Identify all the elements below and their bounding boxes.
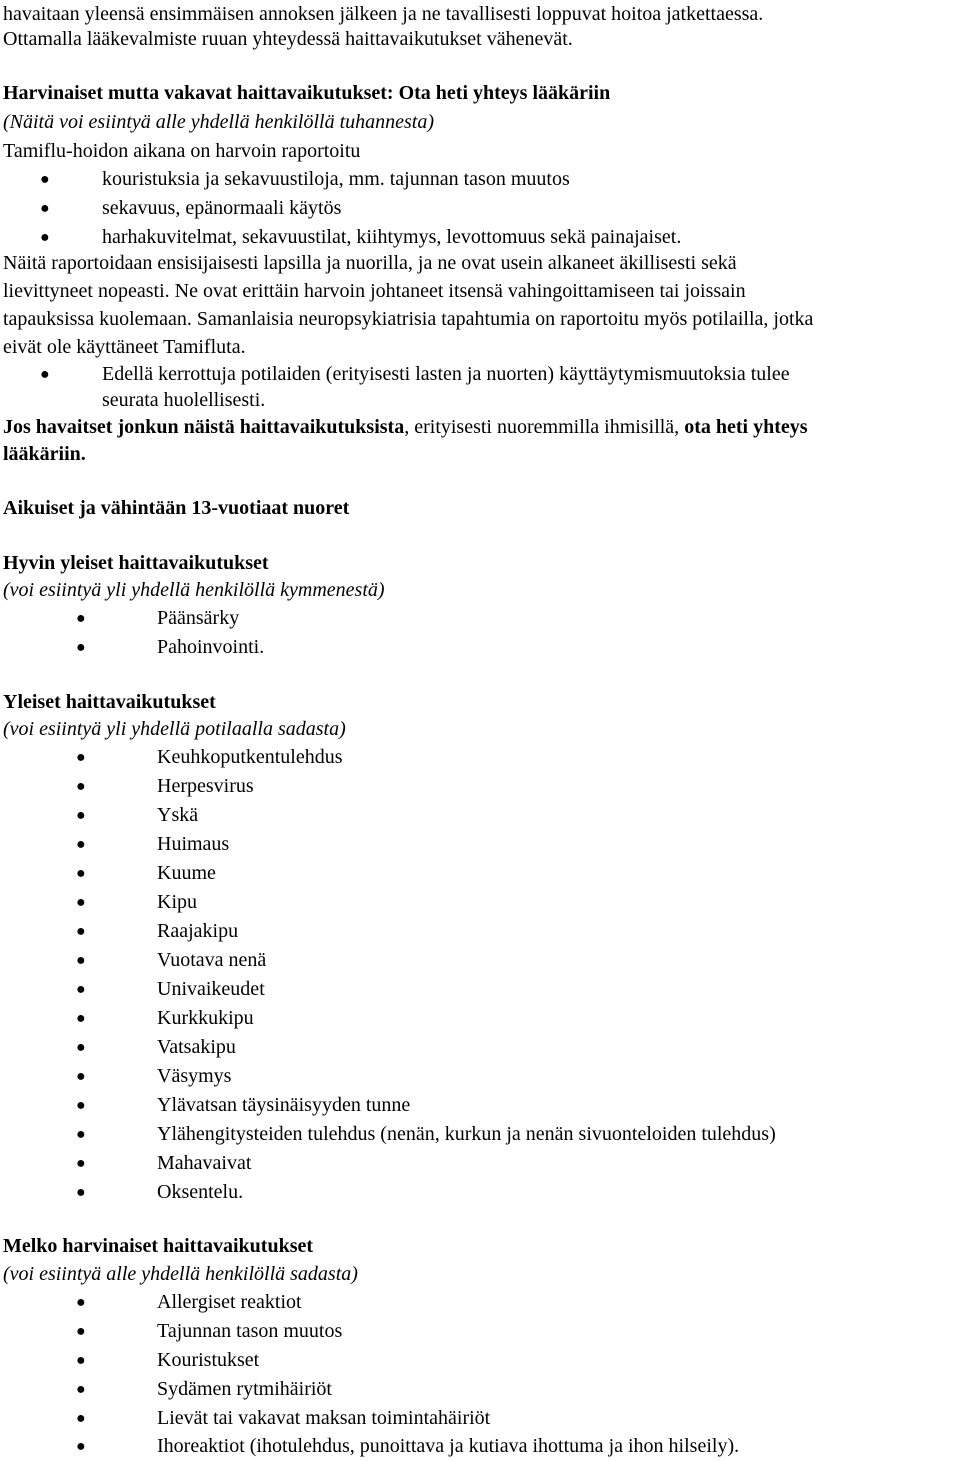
list-item: harhakuvitelmat, sekavuustilat, kiihtymys, levottomuus sekä painajaiset. [102,226,682,248]
list-item: Vatsakipu [157,1036,236,1058]
common-frequency: (voi esiintyä yli yhdellä potilaalla sadasta) [3,718,346,740]
bullet: ● [76,952,86,969]
list-item: Kouristukset [157,1349,260,1371]
list-item: Ihoreaktiot (ihotulehdus, punoittava ja kutiava ihottuma ja ihon hilseily). [157,1435,740,1457]
list-item: sekavuus, epänormaali käytös [102,197,342,219]
list-item: Kipu [157,891,197,913]
section-heading: Aikuiset ja vähintään 13-vuotiaat nuoret [3,497,350,519]
intro-line: havaitaan yleensä ensimmäisen annoksen jälkeen ja ne tavallisesti loppuvat hoitoa jatkettaessa. [3,3,764,25]
list-item: Sydämen rytmihäiriöt [157,1378,332,1400]
list-item: Tajunnan tason muutos [157,1320,343,1342]
bullet: ● [76,749,86,766]
bullet: ● [76,865,86,882]
list-item: Väsymys [157,1065,232,1087]
list-item: Herpesvirus [157,775,254,797]
list-item: Allergiset reaktiot [157,1291,302,1313]
list-item: Kurkkukipu [157,1007,254,1029]
intro-line: Ottamalla lääkevalmiste ruuan yhteydessä haittavaikutukset vähenevät. [3,28,573,50]
bullet: ● [76,610,86,627]
paragraph-line: tapauksissa kuolemaan. Samanlaisia neuropsykiatrisia tapahtumia on raportoitu myös potilailla, jotka [3,308,814,330]
bullet: ● [76,1010,86,1027]
bullet: ● [40,229,50,246]
bullet: ● [76,1039,86,1056]
warning-bold: ota heti yhteys [684,416,808,438]
paragraph-line: Näitä raportoidaan ensisijaisesti lapsilla ja nuorilla, ja ne ovat usein alkaneet äkillisesti sekä [3,252,737,274]
warning-bold: Jos havaitset jonkun näistä haittavaikutuksista [3,416,405,438]
bullet: ● [76,923,86,940]
warning-line [3,413,808,442]
bullet: ● [76,1352,86,1369]
list-item: Mahavaivat [157,1152,252,1174]
paragraph-line: lievittyneet nopeasti. Ne ovat erittäin harvoin johtaneet itsensä vahingoittamiseen tai joissain [3,280,746,302]
list-item: Yskä [157,804,199,826]
uncommon-frequency: (voi esiintyä alle yhdellä henkilöllä sadasta) [3,1263,358,1285]
list-item: Oksentelu. [157,1181,244,1203]
bullet: ● [76,807,86,824]
bullet: ● [76,1068,86,1085]
bullet: ● [76,1323,86,1340]
common-heading: Yleiset haittavaikutukset [3,691,216,713]
bullet: ● [76,1381,86,1398]
bullet: ● [76,1184,86,1201]
paragraph-line: eivät ole käyttäneet Tamifluta. [3,336,246,358]
warning-line: lääkäriin. [3,443,86,465]
rare-heading: Harvinaiset mutta vakavat haittavaikutukset: Ota heti yhteys lääkäriin [3,82,611,104]
bullet: ● [76,981,86,998]
bullet: ● [40,171,50,188]
list-item: Keuhkoputkentulehdus [157,746,343,768]
list-item: Ylävatsan täysinäisyyden tunne [157,1094,411,1116]
list-item: Lievät tai vakavat maksan toimintahäiriöt [157,1407,491,1429]
list-item: Päänsärky [157,607,240,629]
bullet: ● [76,894,86,911]
bullet: ● [76,1097,86,1114]
list-item: Univaikeudet [157,978,265,1000]
bullet: ● [76,639,86,656]
list-item: kouristuksia ja sekavuustiloja, mm. tajunnan tason muutos [102,168,570,190]
warning-text: , erityisesti nuoremmilla ihmisillä, [404,416,685,438]
bullet: ● [76,778,86,795]
list-item: Vuotava nenä [157,949,267,971]
bullet: ● [76,1294,86,1311]
bullet: ● [76,1126,86,1143]
bullet: ● [76,1155,86,1172]
very-common-heading: Hyvin yleiset haittavaikutukset [3,552,269,574]
note-line: seurata huolellisesti. [102,389,266,411]
bullet: ● [76,1438,86,1455]
list-item: Ylähengitysteiden tulehdus (nenän, kurkun ja nenän sivuonteloiden tulehdus) [157,1123,776,1145]
uncommon-heading: Melko harvinaiset haittavaikutukset [3,1235,314,1257]
bullet: ● [40,366,50,383]
bullet: ● [76,1410,86,1427]
list-item: Huimaus [157,833,230,855]
list-item: Pahoinvointi. [157,636,265,658]
bullet: ● [40,200,50,217]
note-line: Edellä kerrottuja potilaiden (erityisesti lasten ja nuorten) käyttäytymismuutoksia tulee [102,363,790,385]
rare-frequency: (Näitä voi esiintyä alle yhdellä henkilöllä tuhannesta) [3,111,435,133]
bullet: ● [76,836,86,853]
list-item: Raajakipu [157,920,239,942]
list-item: Kuume [157,862,216,884]
rare-lead: Tamiflu-hoidon aikana on harvoin raportoitu [3,140,361,162]
very-common-frequency: (voi esiintyä yli yhdellä henkilöllä kymmenestä) [3,579,385,601]
